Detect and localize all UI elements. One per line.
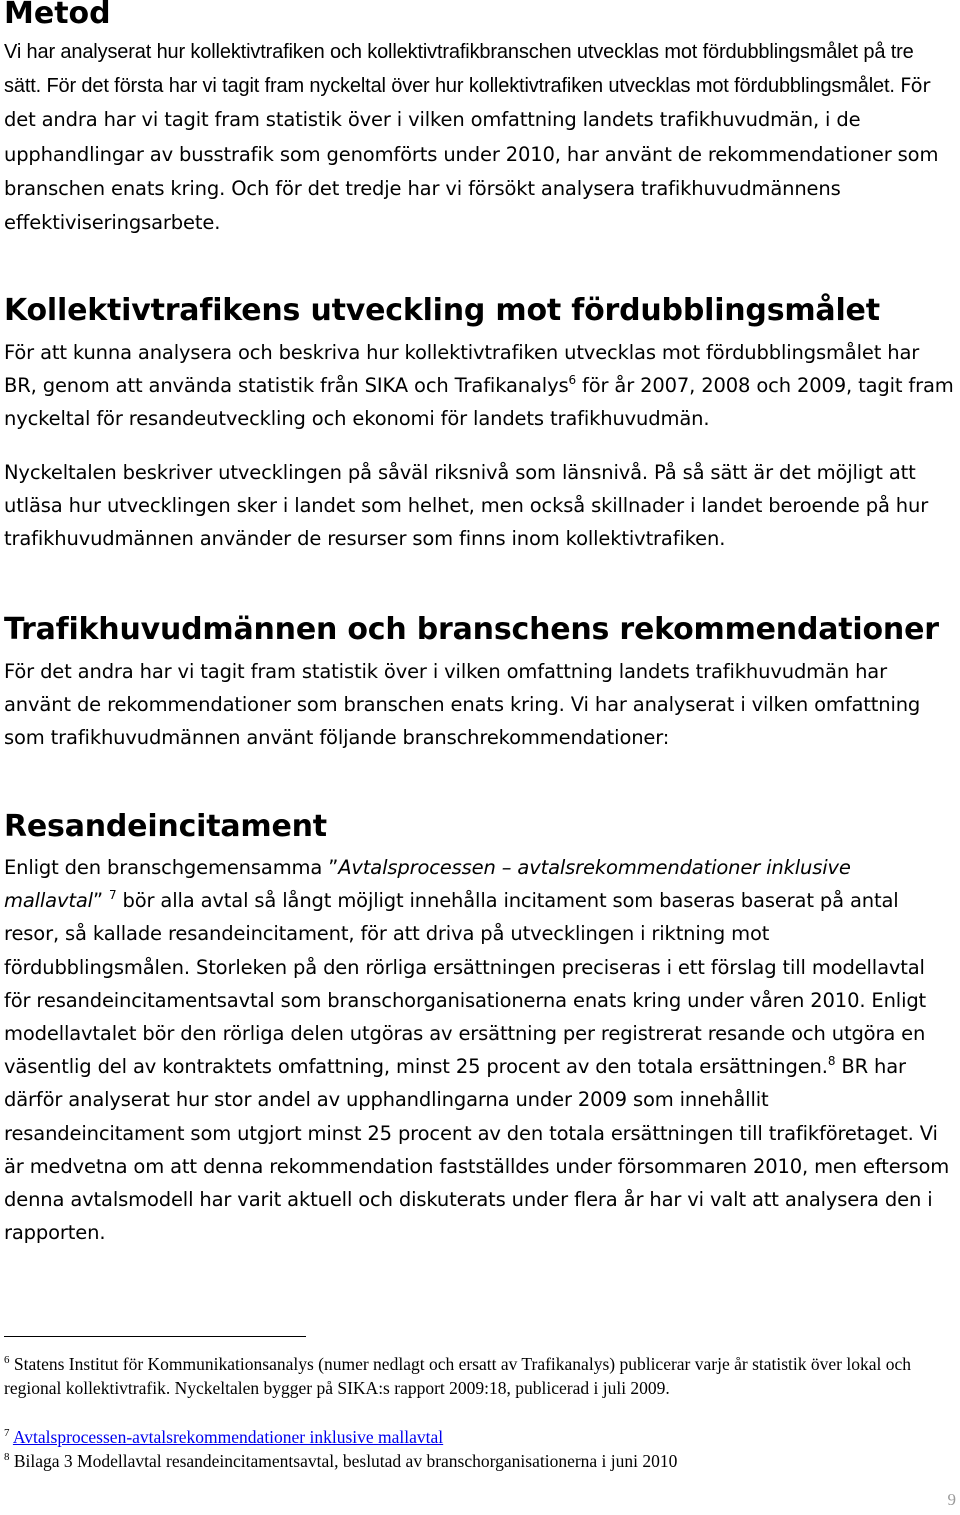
footnote-7-link[interactable]: Avtalsprocessen-avtalsrekommendationer inklusive mallavtal xyxy=(12,1427,444,1447)
metod-paragraph xyxy=(4,36,954,240)
footnote-6-text: Statens Institut för Kommunikationsanalys (numer nedlagt och ersatt av Trafikanalys) publicerar varje år statistik över lokal och regional kollektivtrafik. Nyckeltalen bygger på SIKA:s rapport 2009:18, publicerad i juli 2009. xyxy=(4,1354,912,1398)
footnote-6-number: 6 xyxy=(4,1354,10,1366)
footnote-8 xyxy=(4,1449,954,1473)
heading-utveckling: Kollektivtrafikens utveckling mot fördubblingsmålet xyxy=(4,293,880,328)
utveckling-paragraph-2: Nyckeltalen beskriver utvecklingen på såväl riksnivå som länsnivå. På så sätt är det möjligt att utläsa hur utvecklingen sker i landet som helhet, men också skillnader i landet beroende på hur trafikhuvudmännen använder de resurser som finns inom kollektivtrafiken. xyxy=(4,461,929,551)
resande-end: BR har därför analyserat hur stor andel av upphandlingarna under 2009 som innehållit resandeincitament som utgjort minst 25 procent av den totala ersättningen till trafikföretaget. Vi är medvetna om att denna rekommendation fastställdes under försommaren 2010, men eftersom denna avtalsmodell har varit aktuell och diskuterats under flera år har vi valt att analysera den i rapporten. xyxy=(4,1055,950,1245)
rekommendationer-paragraph: För det andra har vi tagit fram statistik över i vilken omfattning landets trafikhuvudmän har använt de rekommendationer som branschen enats kring. Vi har analyserat i vilken omfattning som trafikhuvudmännen använt följande branschrekommendationer: xyxy=(4,660,921,750)
resandeincitament-paragraph xyxy=(4,851,954,1249)
utveckling-p1-text-a: För att kunna analysera och beskriva hur kollektivtrafiken utvecklas mot fördubblingsmålet har BR, genom att använda statistik från SIKA och Trafikanalys xyxy=(4,341,920,398)
footnote-8-text: Bilaga 3 Modellavtal resandeincitamentsavtal, beslutad av branschorganisationerna i juni 2010 xyxy=(9,1451,678,1471)
footnote-6 xyxy=(4,1352,954,1400)
metod-paragraph-part1: Vi har analyserat hur kollektivtrafiken och kollektivtrafikbranschen utvecklas mot fördubblingsmålet på tre sätt. För det första har vi tagit fram nyckeltal över hur kollektivtrafiken utvecklas mot fördubblingsmålet. xyxy=(4,41,914,98)
resande-close-quote: ” xyxy=(92,889,109,913)
utveckling-p1-text-b: för år 2007, 2008 och 2009, tagit fram nyckeltal för resandeutveckling och ekonomi för landets trafikhuvudmän. xyxy=(4,374,954,431)
footnote-ref-7: 7 xyxy=(108,888,117,903)
resande-mid: bör alla avtal så långt möjligt innehålla incitament som baseras baserat på antal resor, så kallade resandeincitament, för att driva på utvecklingen i riktning mot fördubblingsmålen. Storleken på den rörliga ersättningen preciseras i ett förslag till modellavtal för resandeincitamentsavtal som branschorganisationerna enats kring under våren 2010. Enligt modellavtalet bör den rörliga delen utgöras av ersättning per registrerat resande och utgöra en väsentlig del av kontraktets omfattning, minst 25 procent av den totala ersättningen. xyxy=(4,889,927,1079)
resande-italic-title: Avtalsprocessen – avtalsrekommendationer inklusive mallavtal xyxy=(4,856,851,913)
resande-intro: Enligt den branschgemensamma ” xyxy=(4,856,339,879)
footnote-separator xyxy=(4,1336,306,1337)
heading-resandeincitament: Resandeincitament xyxy=(4,809,327,844)
page-number: 9 xyxy=(947,1490,956,1509)
footnote-ref-6: 6 xyxy=(568,373,576,388)
utveckling-paragraph-1 xyxy=(4,336,954,436)
footnote-7 xyxy=(4,1425,954,1449)
footnote-ref-8: 8 xyxy=(827,1054,836,1069)
metod-paragraph-part2: För det andra har vi tagit fram statistik över i vilken omfattning landets trafikhuvudmän, i de upphandlingar av busstrafik som genomförts under 2010, har använt de rekommendationer som branschen enats kring. Och för det tredje har vi försökt analysera trafikhuvudmännens effektiviseringsarbete. xyxy=(4,74,939,235)
heading-rekommendationer: Trafikhuvudmännen och branschens rekommendationer xyxy=(4,612,939,647)
footnote-8-number: 8 xyxy=(4,1451,10,1463)
footnote-7-number: 7 xyxy=(4,1427,10,1439)
heading-metod: Metod xyxy=(4,0,111,31)
